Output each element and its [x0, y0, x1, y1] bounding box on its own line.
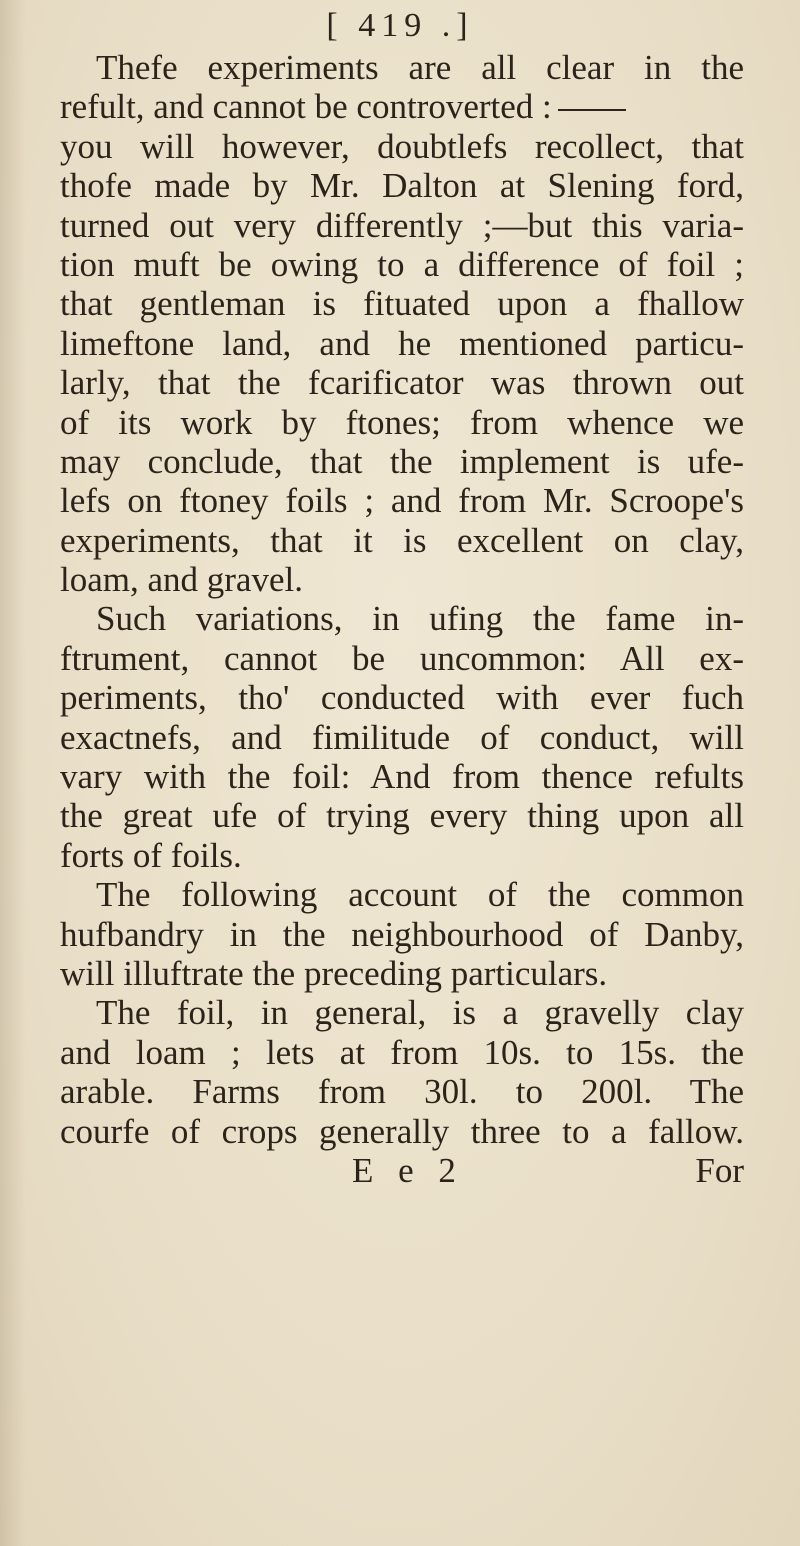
text-line: limeftone land, and he mentioned particu-: [60, 323, 744, 363]
text-line: ftrument, cannot be uncommon: All ex-: [60, 638, 744, 678]
text-line: thofe made by Mr. Dalton at Slening ford,: [60, 166, 744, 206]
dash-rule: [558, 109, 626, 111]
text-line: exactnefs, and fimilitude of conduct, will: [60, 717, 744, 757]
text-line: may conclude, that the implement is ufe-: [60, 441, 744, 481]
text-line: hufbandry in the neighbourhood of Danby,: [60, 914, 744, 954]
gutter-shadow: [0, 0, 26, 1546]
text-line: of its work by ftones; from whence we: [60, 402, 744, 442]
text-line: will illuftrate the preceding particulars.: [60, 953, 608, 993]
text-line: the great ufe of trying every thing upon all: [60, 796, 744, 836]
catchword: For: [695, 1150, 744, 1190]
text-line: experiments, that it is excellent on clay,: [60, 520, 744, 560]
text-line: courfe of crops generally three to a fallow.: [60, 1111, 744, 1151]
page-footer: [60, 1151, 744, 1190]
body-text: [60, 48, 744, 1190]
text-line: refult, and cannot be controverted :: [60, 87, 744, 126]
text-line: loam, and gravel.: [60, 560, 303, 600]
text-line: vary with the foil: And from thence refults: [60, 757, 744, 797]
page-number: [ 419 .]: [326, 7, 474, 44]
text-line: arable. Farms from 30l. to 200l. The: [60, 1072, 744, 1112]
text-line: tion muft be owing to a difference of foil ;: [60, 244, 744, 284]
text-line: that gentleman is fituated upon a fhallow: [60, 284, 744, 324]
text-line: you will however, doubtlefs recollect, that: [60, 126, 744, 166]
text-line: lefs on ftoney foils ; and from Mr. Scroope's: [60, 481, 744, 521]
text-line: Thefe experiments are all clear in the: [96, 48, 744, 87]
text-line: forts of foils.: [60, 835, 242, 875]
text-line: larly, that the fcarificator was thrown out: [60, 363, 744, 403]
signature-mark: E e 2: [352, 1150, 464, 1190]
text-line: turned out very differently ;—but this varia-: [60, 205, 744, 245]
text-line: The foil, in general, is a gravelly clay: [96, 993, 744, 1033]
text-line: The following account of the common: [96, 875, 744, 915]
text-line: and loam ; lets at from 10s. to 15s. the: [60, 1032, 744, 1072]
text-line: Such variations, in ufing the fame in-: [96, 599, 744, 639]
text-line: periments, tho' conducted with ever fuch: [60, 678, 744, 718]
